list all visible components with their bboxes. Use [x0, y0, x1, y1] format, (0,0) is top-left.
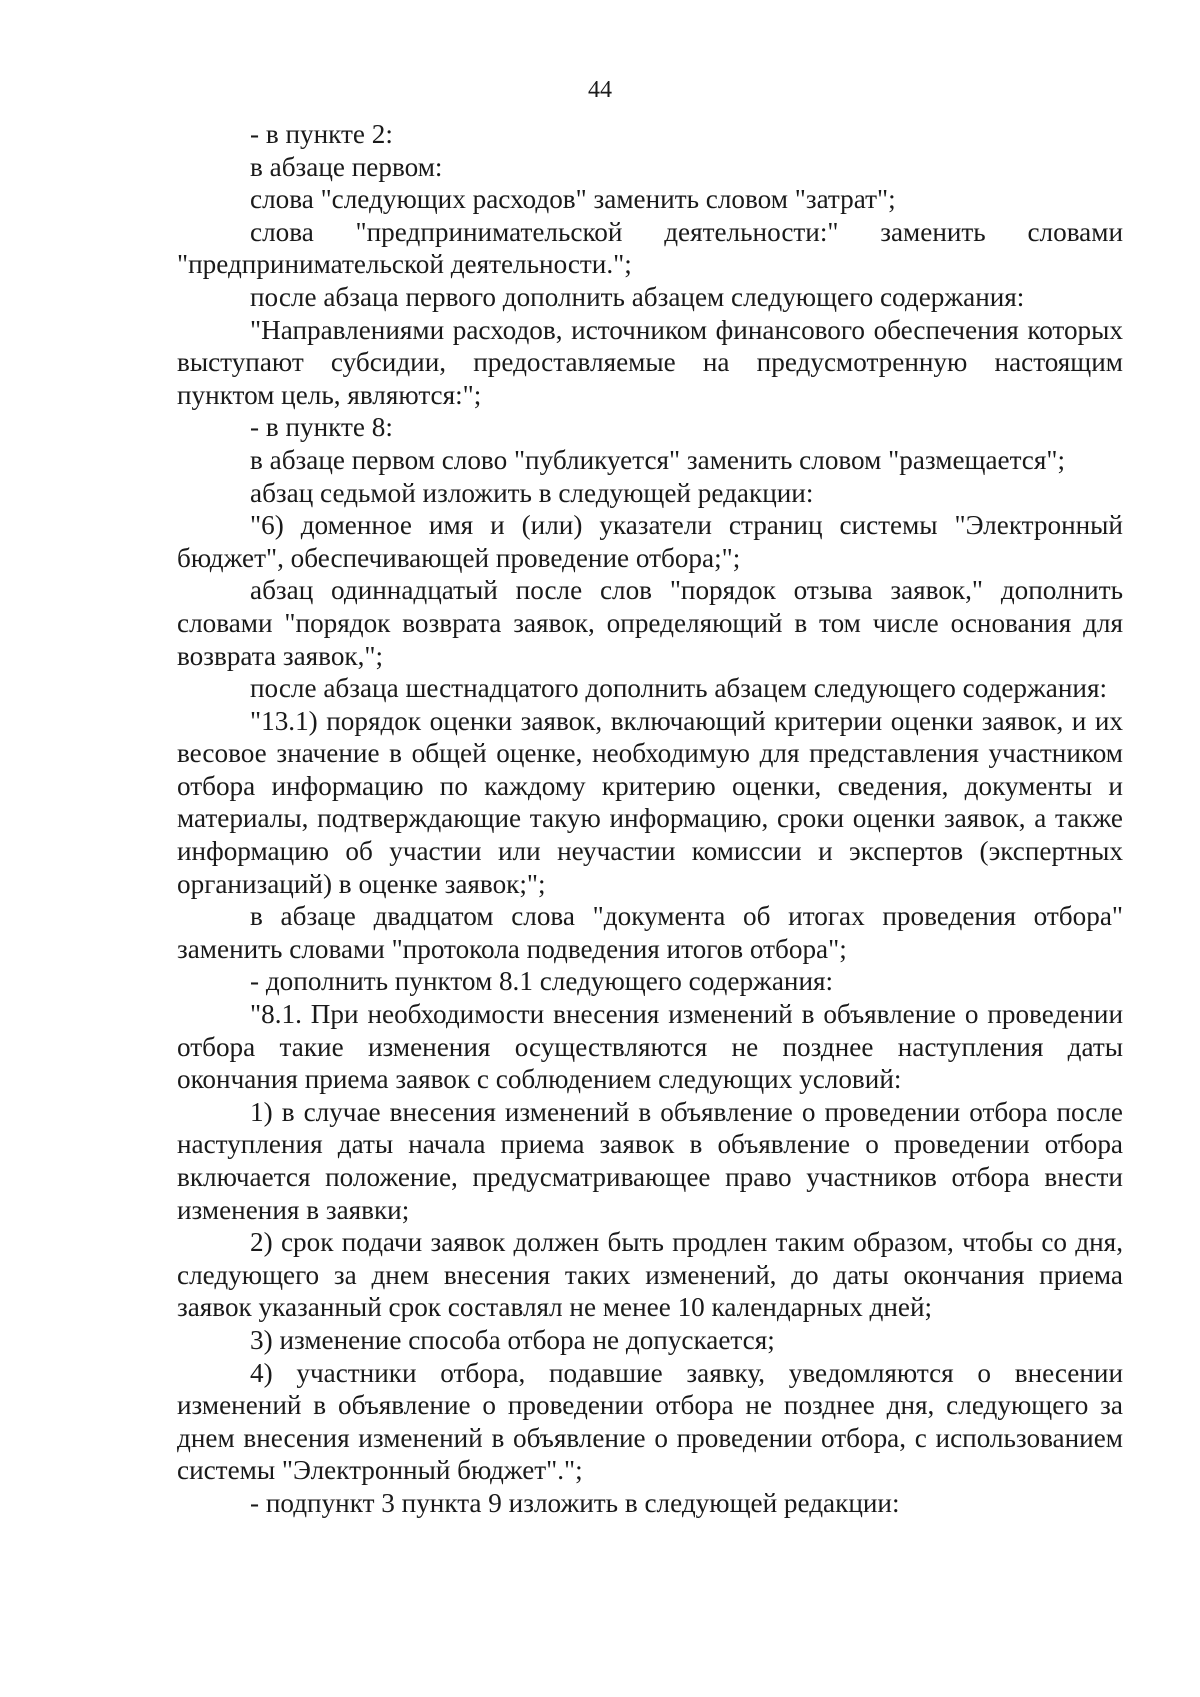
- paragraph: - в пункте 8:: [250, 412, 393, 443]
- paragraph: в абзаце двадцатом слова "документа об итогах проведения отбора" заменить словами "протокола подведения итогов отбора";: [177, 901, 1123, 964]
- paragraph: абзац одиннадцатый после слов "порядок отзыва заявок," дополнить словами "порядок возврата заявок, определяющий в том числе основания для возврата заявок,";: [177, 575, 1123, 671]
- paragraph: "6) доменное имя и (или) указатели страниц системы "Электронный бюджет", обеспечивающей проведение отбора;";: [177, 510, 1123, 573]
- paragraph: "Направлениями расходов, источником финансового обеспечения которых выступают субсидии, предоставляемые на предусмотренную настоящим пунктом цель, являются:";: [177, 314, 1123, 410]
- paragraph: после абзаца первого дополнить абзацем следующего содержания:: [250, 281, 1025, 312]
- paragraph: - подпункт 3 пункта 9 изложить в следующей редакции:: [250, 1487, 900, 1518]
- paragraph: в абзаце первом:: [250, 151, 443, 182]
- paragraph: 2) срок подачи заявок должен быть продлен таким образом, чтобы со дня, следующего за днем внесения таких изменений, до даты окончания приема заявок указанный срок составлял не менее 10 календарных дней;: [177, 1227, 1123, 1323]
- paragraph: 1) в случае внесения изменений в объявление о проведении отбора после наступления даты начала приема заявок в объявление о проведении отбора включается положение, предусматривающее право участников отбора внести изменения в заявки;: [177, 1096, 1123, 1225]
- paragraph: - дополнить пунктом 8.1 следующего содержания:: [250, 966, 834, 997]
- paragraph: 4) участники отбора, подавшие заявку, уведомляются о внесении изменений в объявление о проведении отбора не позднее дня, следующего за днем внесения изменений в объявление о проведении отбора, с использованием системы "Электронный бюджет".";: [177, 1357, 1123, 1486]
- paragraph: в абзаце первом слово "публикуется" заменить словом "размещается";: [250, 444, 1066, 475]
- paragraph: слова "следующих расходов" заменить словом "затрат";: [250, 184, 896, 215]
- paragraph: "8.1. При необходимости внесения изменений в объявление о проведении отбора такие изменения осуществляются не позднее наступления даты окончания приема заявок с соблюдением следующих условий:: [177, 999, 1123, 1095]
- paragraph: "13.1) порядок оценки заявок, включающий критерии оценки заявок, и их весовое значение в общей оценке, необходимую для представления участником отбора информацию по каждому критерию оценки, сведения, документы и материалы, подтверждающие такую информацию, сроки оценки заявок, а также информацию об участии или неучастии комиссии и экспертов (экспертных организаций) в оценке заявок;";: [177, 705, 1123, 899]
- document-body: [177, 118, 1123, 1520]
- paragraph: - в пункте 2:: [250, 119, 393, 149]
- paragraph: абзац седьмой изложить в следующей редакции:: [250, 477, 814, 508]
- page-number: 44: [588, 77, 612, 103]
- paragraph: 3) изменение способа отбора не допускается;: [250, 1324, 775, 1355]
- paragraph: после абзаца шестнадцатого дополнить абзацем следующего содержания:: [250, 673, 1108, 704]
- paragraph: слова "предпринимательской деятельности:" заменить словами "предпринимательской деятельности.";: [177, 216, 1123, 280]
